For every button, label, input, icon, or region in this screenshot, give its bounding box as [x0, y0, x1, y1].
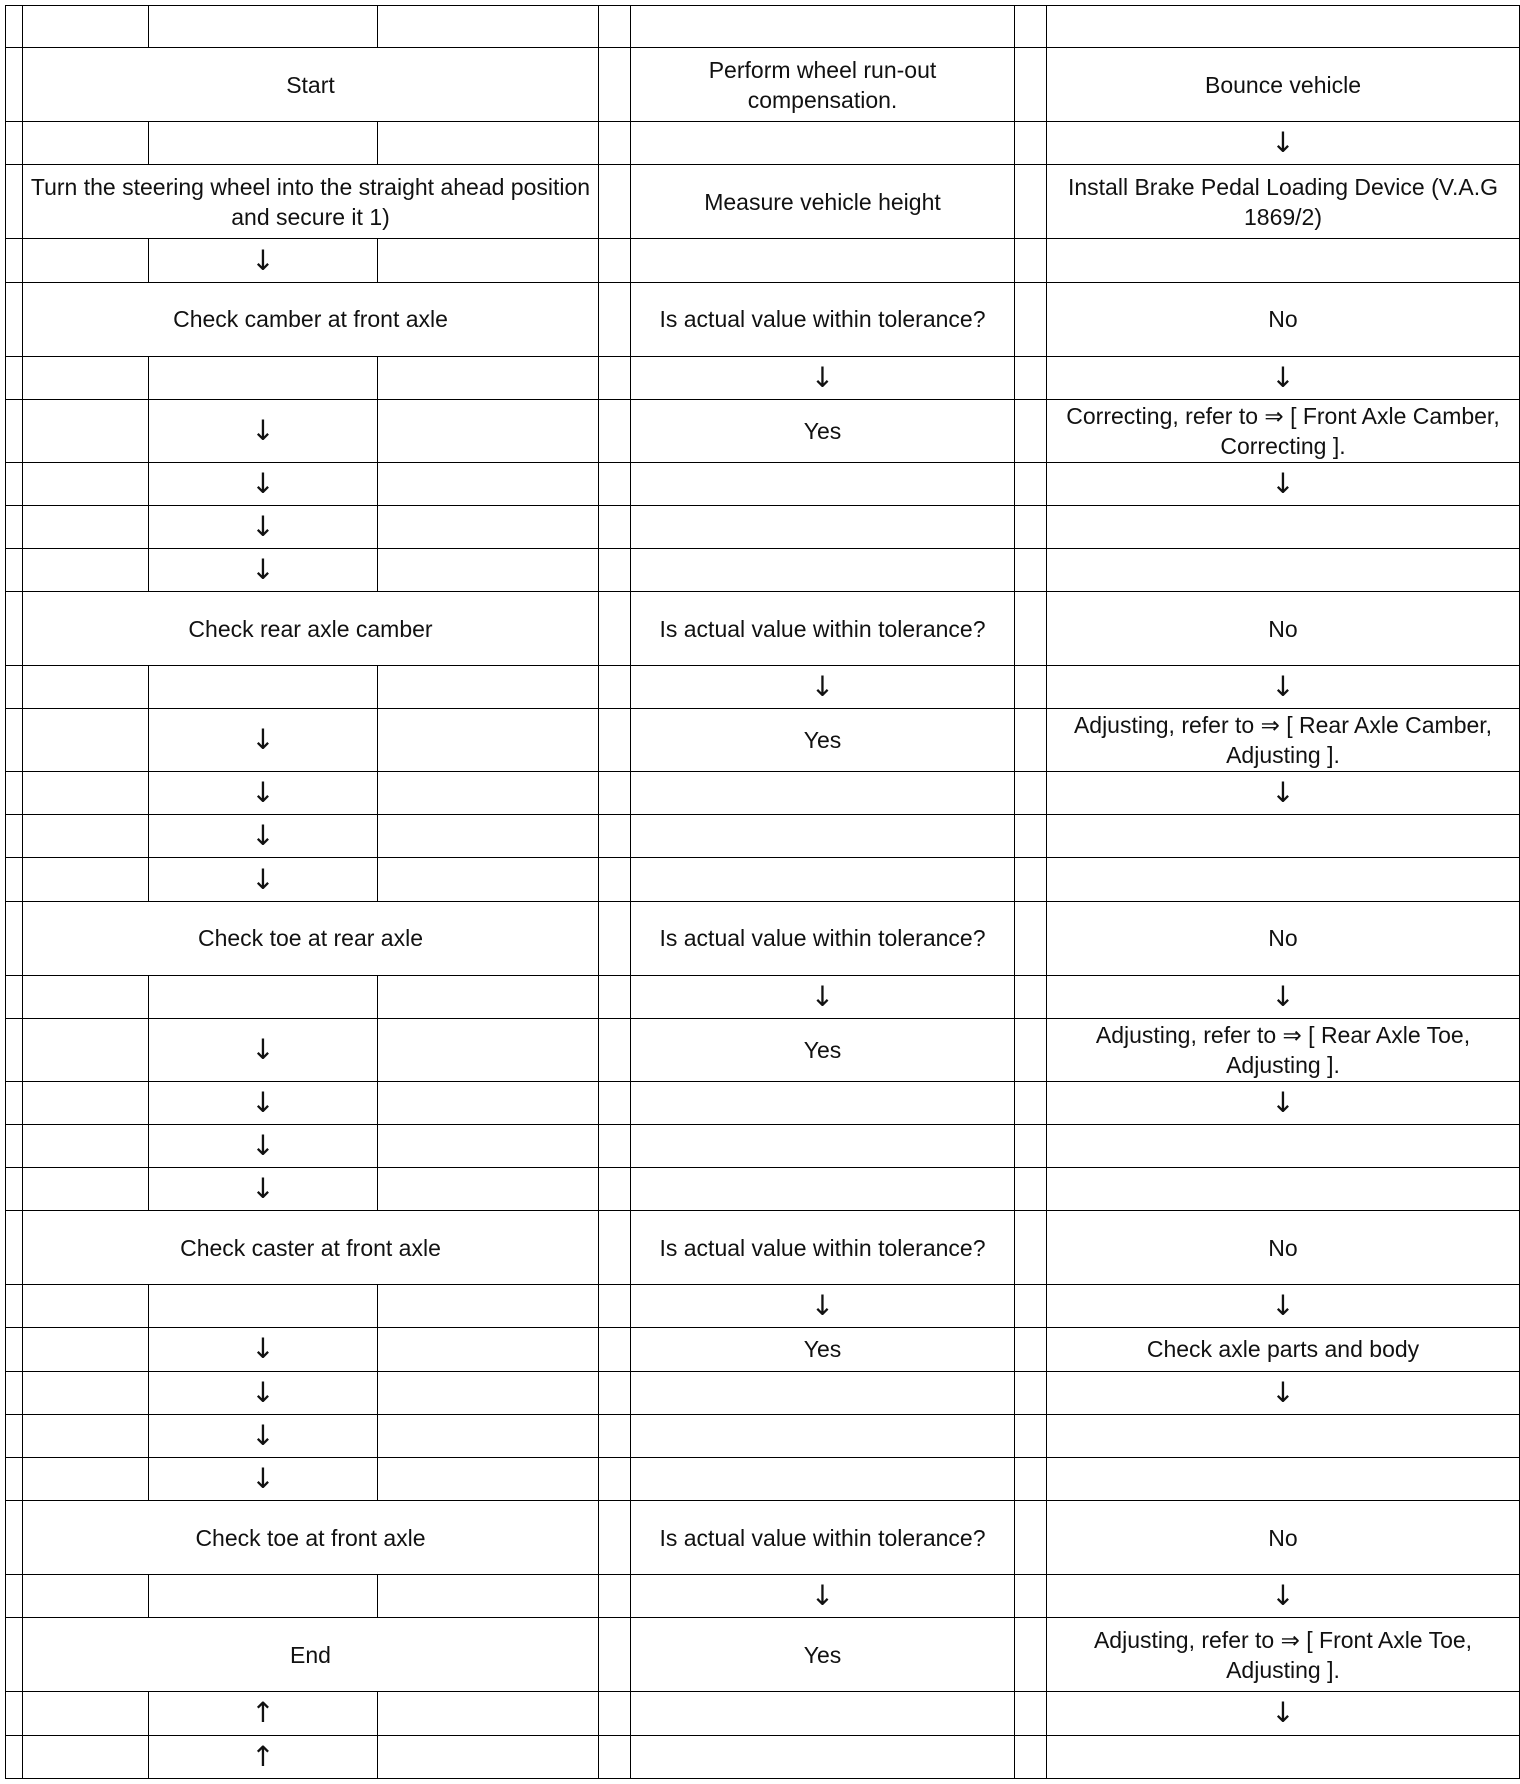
flow-step: Adjusting, refer to ⇒ [ Rear Axle Camber, Adjusting ]. — [1047, 709, 1520, 772]
empty-cell — [378, 1371, 599, 1414]
empty-cell — [1015, 1501, 1047, 1575]
arrow-down-icon: ↓ — [1047, 1285, 1520, 1328]
empty-cell — [23, 772, 149, 815]
empty-cell — [631, 122, 1015, 165]
empty-cell — [1015, 592, 1047, 666]
flow-row — [6, 975, 1520, 1018]
flow-step: Turn the steering wheel into the straight ahead position and secure it 1) — [23, 165, 599, 239]
flow-row — [6, 462, 1520, 505]
flow-step: Adjusting, refer to ⇒ [ Rear Axle Toe, Adjusting ]. — [1047, 1018, 1520, 1081]
flow-step: Check axle parts and body — [1047, 1328, 1520, 1371]
empty-cell — [631, 1081, 1015, 1124]
arrow-down-icon: ↓ — [631, 356, 1015, 399]
flow-step: Is actual value within tolerance? — [631, 592, 1015, 666]
arrow-down-icon: ↓ — [149, 858, 378, 901]
arrow-down-icon: ↓ — [631, 1285, 1015, 1328]
empty-cell — [599, 815, 631, 858]
empty-cell — [23, 1371, 149, 1414]
empty-cell — [599, 1575, 631, 1618]
empty-cell — [6, 505, 23, 548]
empty-cell — [23, 356, 149, 399]
empty-cell — [23, 122, 149, 165]
empty-cell — [631, 548, 1015, 591]
arrow-down-icon: ↓ — [1047, 666, 1520, 709]
empty-cell — [6, 356, 23, 399]
arrow-down-icon: ↓ — [1047, 122, 1520, 165]
flow-row — [6, 901, 1520, 975]
arrow-down-icon: ↓ — [149, 1081, 378, 1124]
empty-cell — [378, 356, 599, 399]
flow-row — [6, 858, 1520, 901]
flow-row — [6, 592, 1520, 666]
empty-cell — [6, 1618, 23, 1692]
arrow-down-icon: ↓ — [1047, 1692, 1520, 1735]
empty-cell — [1015, 1692, 1047, 1735]
empty-cell — [23, 1328, 149, 1371]
flow-row — [6, 1211, 1520, 1285]
flow-step: No — [1047, 901, 1520, 975]
arrow-down-icon: ↓ — [149, 1371, 378, 1414]
empty-cell — [6, 1285, 23, 1328]
empty-cell — [1015, 1167, 1047, 1210]
empty-cell — [23, 1018, 149, 1081]
empty-cell — [599, 1081, 631, 1124]
empty-cell — [23, 975, 149, 1018]
alignment-flowchart-table — [5, 5, 1520, 1779]
empty-cell — [23, 239, 149, 282]
flow-row — [6, 122, 1520, 165]
arrow-down-icon: ↓ — [631, 975, 1015, 1018]
empty-cell — [599, 592, 631, 666]
arrow-down-icon: ↓ — [1047, 356, 1520, 399]
empty-cell — [1015, 1285, 1047, 1328]
empty-cell — [6, 1018, 23, 1081]
empty-cell — [6, 122, 23, 165]
empty-cell — [599, 1018, 631, 1081]
empty-cell — [1047, 858, 1520, 901]
empty-cell — [6, 1371, 23, 1414]
empty-cell — [599, 165, 631, 239]
empty-cell — [1047, 1167, 1520, 1210]
empty-cell — [23, 1575, 149, 1618]
arrow-down-icon: ↓ — [1047, 1371, 1520, 1414]
empty-cell — [1015, 282, 1047, 356]
empty-cell — [1015, 1211, 1047, 1285]
flow-step: Check camber at front axle — [23, 282, 599, 356]
flow-row — [6, 6, 1520, 48]
empty-cell — [631, 1457, 1015, 1500]
flow-row — [6, 815, 1520, 858]
empty-cell — [378, 399, 599, 462]
arrow-down-icon: ↓ — [149, 1124, 378, 1167]
empty-cell — [1047, 548, 1520, 591]
empty-cell — [1015, 1124, 1047, 1167]
empty-cell — [6, 666, 23, 709]
flow-step: Is actual value within tolerance? — [631, 1211, 1015, 1285]
empty-cell — [599, 548, 631, 591]
arrow-down-icon: ↓ — [1047, 975, 1520, 1018]
empty-cell — [631, 1692, 1015, 1735]
empty-cell — [1015, 462, 1047, 505]
empty-cell — [631, 772, 1015, 815]
arrow-down-icon: ↓ — [149, 505, 378, 548]
arrow-down-icon: ↓ — [1047, 1575, 1520, 1618]
empty-cell — [1015, 1371, 1047, 1414]
empty-cell — [631, 1167, 1015, 1210]
empty-cell — [599, 1124, 631, 1167]
empty-cell — [378, 548, 599, 591]
empty-cell — [6, 1414, 23, 1457]
empty-cell — [378, 1692, 599, 1735]
empty-cell — [1015, 1414, 1047, 1457]
empty-cell — [1015, 1018, 1047, 1081]
empty-cell — [1047, 1735, 1520, 1779]
empty-cell — [1047, 6, 1520, 48]
empty-cell — [23, 1124, 149, 1167]
flow-row — [6, 1328, 1520, 1371]
arrow-down-icon: ↓ — [149, 1457, 378, 1500]
arrow-down-icon: ↓ — [149, 399, 378, 462]
empty-cell — [378, 1575, 599, 1618]
empty-cell — [599, 901, 631, 975]
arrow-down-icon: ↓ — [1047, 1081, 1520, 1124]
flow-row — [6, 1285, 1520, 1328]
flow-row — [6, 165, 1520, 239]
empty-cell — [149, 975, 378, 1018]
flow-step: Yes — [631, 1328, 1015, 1371]
flow-step: No — [1047, 592, 1520, 666]
empty-cell — [1015, 666, 1047, 709]
empty-cell — [1015, 1081, 1047, 1124]
empty-cell — [378, 1285, 599, 1328]
flow-row — [6, 666, 1520, 709]
empty-cell — [1015, 122, 1047, 165]
empty-cell — [6, 399, 23, 462]
flow-row — [6, 1457, 1520, 1500]
flow-step: Yes — [631, 709, 1015, 772]
empty-cell — [23, 505, 149, 548]
empty-cell — [23, 548, 149, 591]
empty-cell — [1015, 356, 1047, 399]
empty-cell — [631, 1414, 1015, 1457]
empty-cell — [6, 1735, 23, 1779]
flow-step: No — [1047, 1501, 1520, 1575]
flow-row — [6, 1371, 1520, 1414]
empty-cell — [6, 1575, 23, 1618]
flow-step: Correcting, refer to ⇒ [ Front Axle Camber, Correcting ]. — [1047, 399, 1520, 462]
empty-cell — [6, 1457, 23, 1500]
flow-step: No — [1047, 1211, 1520, 1285]
empty-cell — [6, 1167, 23, 1210]
flow-row — [6, 399, 1520, 462]
arrow-down-icon: ↓ — [149, 1018, 378, 1081]
empty-cell — [378, 772, 599, 815]
empty-cell — [378, 505, 599, 548]
empty-cell — [23, 666, 149, 709]
empty-cell — [6, 165, 23, 239]
empty-cell — [1015, 48, 1047, 122]
empty-cell — [599, 1692, 631, 1735]
flow-step: Install Brake Pedal Loading Device (V.A.G 1869/2) — [1047, 165, 1520, 239]
empty-cell — [23, 709, 149, 772]
flow-row — [6, 282, 1520, 356]
empty-cell — [378, 1457, 599, 1500]
flow-row — [6, 505, 1520, 548]
empty-cell — [1015, 548, 1047, 591]
empty-cell — [599, 1457, 631, 1500]
flow-step: End — [23, 1618, 599, 1692]
empty-cell — [1047, 1414, 1520, 1457]
arrow-down-icon: ↓ — [631, 666, 1015, 709]
empty-cell — [149, 122, 378, 165]
empty-cell — [6, 815, 23, 858]
empty-cell — [23, 462, 149, 505]
empty-cell — [378, 122, 599, 165]
empty-cell — [1015, 165, 1047, 239]
flow-step: Is actual value within tolerance? — [631, 901, 1015, 975]
arrow-down-icon: ↓ — [149, 1167, 378, 1210]
empty-cell — [631, 239, 1015, 282]
empty-cell — [6, 901, 23, 975]
empty-cell — [1015, 399, 1047, 462]
empty-cell — [599, 122, 631, 165]
flow-row — [6, 239, 1520, 282]
empty-cell — [378, 666, 599, 709]
flow-step: Yes — [631, 1018, 1015, 1081]
empty-cell — [599, 356, 631, 399]
empty-cell — [631, 1371, 1015, 1414]
empty-cell — [23, 1692, 149, 1735]
flow-step: No — [1047, 282, 1520, 356]
empty-cell — [631, 815, 1015, 858]
flow-step: Yes — [631, 1618, 1015, 1692]
empty-cell — [149, 666, 378, 709]
empty-cell — [378, 1167, 599, 1210]
empty-cell — [599, 1414, 631, 1457]
empty-cell — [599, 772, 631, 815]
empty-cell — [1015, 1618, 1047, 1692]
empty-cell — [378, 858, 599, 901]
empty-cell — [599, 48, 631, 122]
empty-cell — [23, 815, 149, 858]
arrow-down-icon: ↓ — [1047, 462, 1520, 505]
empty-cell — [23, 1285, 149, 1328]
flow-row — [6, 1618, 1520, 1692]
flow-row — [6, 1124, 1520, 1167]
empty-cell — [149, 1285, 378, 1328]
empty-cell — [6, 592, 23, 666]
empty-cell — [1015, 1457, 1047, 1500]
empty-cell — [599, 975, 631, 1018]
empty-cell — [378, 1081, 599, 1124]
empty-cell — [149, 6, 378, 48]
arrow-up-icon: ↑ — [149, 1735, 378, 1779]
empty-cell — [6, 1081, 23, 1124]
empty-cell — [599, 1285, 631, 1328]
flow-step: Check rear axle camber — [23, 592, 599, 666]
empty-cell — [6, 1328, 23, 1371]
empty-cell — [23, 399, 149, 462]
empty-cell — [23, 6, 149, 48]
empty-cell — [1047, 1124, 1520, 1167]
empty-cell — [23, 858, 149, 901]
empty-cell — [599, 505, 631, 548]
empty-cell — [599, 282, 631, 356]
empty-cell — [1047, 1457, 1520, 1500]
flow-row — [6, 48, 1520, 122]
empty-cell — [1015, 1735, 1047, 1779]
arrow-down-icon: ↓ — [631, 1575, 1015, 1618]
empty-cell — [599, 1211, 631, 1285]
flow-step: Check toe at rear axle — [23, 901, 599, 975]
arrow-down-icon: ↓ — [149, 772, 378, 815]
empty-cell — [631, 858, 1015, 901]
flow-step: Check toe at front axle — [23, 1501, 599, 1575]
empty-cell — [378, 815, 599, 858]
empty-cell — [599, 1167, 631, 1210]
flow-row — [6, 1692, 1520, 1735]
empty-cell — [1047, 505, 1520, 548]
empty-cell — [149, 356, 378, 399]
empty-cell — [6, 6, 23, 48]
empty-cell — [6, 239, 23, 282]
flow-row — [6, 1081, 1520, 1124]
arrow-down-icon: ↓ — [149, 462, 378, 505]
empty-cell — [23, 1735, 149, 1779]
arrow-down-icon: ↓ — [1047, 772, 1520, 815]
empty-cell — [631, 6, 1015, 48]
arrow-down-icon: ↓ — [149, 548, 378, 591]
empty-cell — [599, 666, 631, 709]
empty-cell — [6, 772, 23, 815]
empty-cell — [1015, 772, 1047, 815]
flow-step: Perform wheel run-out compensation. — [631, 48, 1015, 122]
flow-step: Measure vehicle height — [631, 165, 1015, 239]
arrow-down-icon: ↓ — [149, 815, 378, 858]
flow-step: Start — [23, 48, 599, 122]
empty-cell — [378, 709, 599, 772]
empty-cell — [1015, 709, 1047, 772]
empty-cell — [378, 462, 599, 505]
flow-row — [6, 1018, 1520, 1081]
flow-step: Bounce vehicle — [1047, 48, 1520, 122]
empty-cell — [1015, 858, 1047, 901]
empty-cell — [599, 1735, 631, 1779]
empty-cell — [1047, 239, 1520, 282]
flow-step: Adjusting, refer to ⇒ [ Front Axle Toe, Adjusting ]. — [1047, 1618, 1520, 1692]
empty-cell — [599, 239, 631, 282]
empty-cell — [631, 462, 1015, 505]
empty-cell — [1015, 901, 1047, 975]
empty-cell — [6, 1211, 23, 1285]
empty-cell — [378, 6, 599, 48]
empty-cell — [631, 1735, 1015, 1779]
empty-cell — [599, 858, 631, 901]
empty-cell — [599, 399, 631, 462]
empty-cell — [23, 1081, 149, 1124]
arrow-down-icon: ↓ — [149, 709, 378, 772]
empty-cell — [1015, 815, 1047, 858]
flow-row — [6, 1575, 1520, 1618]
empty-cell — [599, 462, 631, 505]
empty-cell — [631, 505, 1015, 548]
flow-row — [6, 548, 1520, 591]
empty-cell — [6, 1501, 23, 1575]
empty-cell — [6, 548, 23, 591]
arrow-down-icon: ↓ — [149, 1414, 378, 1457]
empty-cell — [149, 1575, 378, 1618]
empty-cell — [631, 1124, 1015, 1167]
empty-cell — [1015, 6, 1047, 48]
empty-cell — [378, 975, 599, 1018]
empty-cell — [23, 1167, 149, 1210]
empty-cell — [6, 858, 23, 901]
empty-cell — [378, 239, 599, 282]
empty-cell — [6, 282, 23, 356]
flow-row — [6, 356, 1520, 399]
empty-cell — [378, 1328, 599, 1371]
flow-step: Yes — [631, 399, 1015, 462]
empty-cell — [6, 709, 23, 772]
empty-cell — [599, 1618, 631, 1692]
empty-cell — [6, 462, 23, 505]
empty-cell — [1015, 1575, 1047, 1618]
flow-row — [6, 1501, 1520, 1575]
flow-row — [6, 1735, 1520, 1779]
empty-cell — [1015, 239, 1047, 282]
empty-cell — [599, 1501, 631, 1575]
empty-cell — [23, 1414, 149, 1457]
flow-row — [6, 1414, 1520, 1457]
empty-cell — [378, 1735, 599, 1779]
empty-cell — [378, 1124, 599, 1167]
flow-step: Check caster at front axle — [23, 1211, 599, 1285]
empty-cell — [1015, 975, 1047, 1018]
empty-cell — [1015, 505, 1047, 548]
empty-cell — [23, 1457, 149, 1500]
empty-cell — [1015, 1328, 1047, 1371]
flowchart-body — [6, 6, 1520, 1779]
flow-row — [6, 772, 1520, 815]
empty-cell — [1047, 815, 1520, 858]
flow-step: Is actual value within tolerance? — [631, 282, 1015, 356]
empty-cell — [6, 1124, 23, 1167]
arrow-down-icon: ↓ — [149, 239, 378, 282]
empty-cell — [599, 709, 631, 772]
empty-cell — [599, 1328, 631, 1371]
empty-cell — [599, 1371, 631, 1414]
empty-cell — [6, 1692, 23, 1735]
empty-cell — [378, 1018, 599, 1081]
empty-cell — [6, 975, 23, 1018]
flow-row — [6, 1167, 1520, 1210]
flow-row — [6, 709, 1520, 772]
empty-cell — [599, 6, 631, 48]
arrow-down-icon: ↓ — [149, 1328, 378, 1371]
flow-step: Is actual value within tolerance? — [631, 1501, 1015, 1575]
empty-cell — [378, 1414, 599, 1457]
arrow-up-icon: ↑ — [149, 1692, 378, 1735]
empty-cell — [6, 48, 23, 122]
